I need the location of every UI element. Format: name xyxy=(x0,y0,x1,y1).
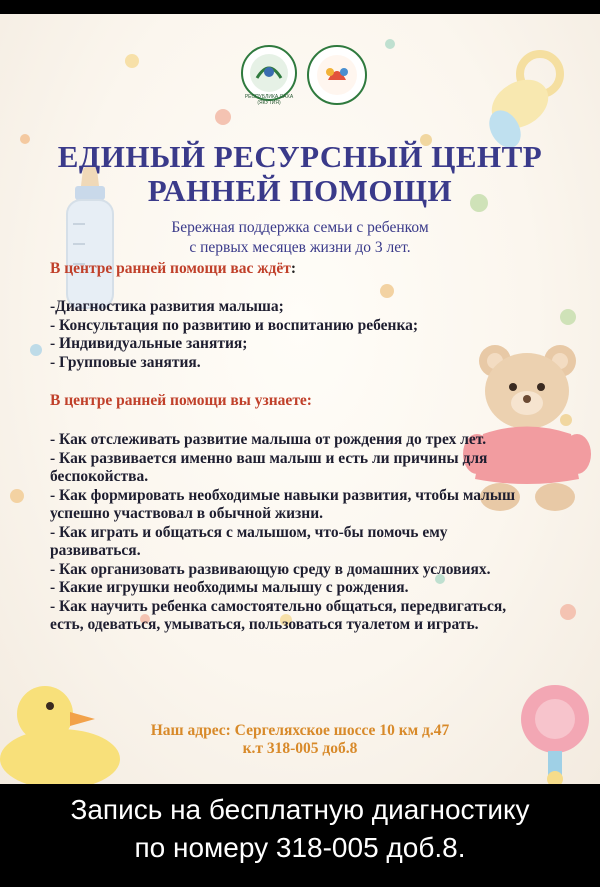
list-item: - Какие игрушки необходимы малышу с рождения. xyxy=(50,579,409,596)
list-item: - Как отслеживать развитие малыша от рождения до трех лет. xyxy=(50,431,487,448)
list-item: - Как формировать необходимые навыки развития, чтобы малыш успешно участвовал в обычной жизни. xyxy=(50,486,516,522)
decor-dot xyxy=(30,344,42,356)
poster-image xyxy=(0,14,600,784)
section1-heading xyxy=(50,260,296,278)
poster-subtitle-line2: с первых месяцев жизни до 3 лет. xyxy=(189,239,411,256)
logo-caption: РЕСПУБЛИКА САХА (ЯКУТИЯ) xyxy=(244,94,294,106)
list-item: - Консультация по развитию и воспитанию ребенка; xyxy=(50,316,419,334)
list-item: - Индивидуальные занятия; xyxy=(50,335,248,352)
decor-dot xyxy=(560,604,576,620)
address-line1: Наш адрес: Сергеляхское шоссе 10 км д.47 xyxy=(150,722,450,739)
section1-heading-text: В центре ранней помощи вас ждёт xyxy=(50,260,291,277)
decor-dot xyxy=(385,39,395,49)
poster-title-line1: ЕДИНЫЙ РЕСУРСНЫЙ ЦЕНТР xyxy=(57,139,543,174)
list-item: - Как организовать развивающую среду в домашних условиях. xyxy=(50,560,491,578)
poster-subtitle-line1: Бережная поддержка семьи с ребенком xyxy=(171,219,429,236)
decor-dot xyxy=(380,284,394,298)
list-item: - Групповые занятия. xyxy=(50,353,201,371)
list-item: - Как развивается именно ваш малыш и есть ли причины для беспокойства. xyxy=(50,449,488,485)
decor-dot xyxy=(125,54,139,68)
decor-dot xyxy=(215,109,231,125)
address-line2: к.т 318-005 доб.8 xyxy=(242,740,358,757)
list-item: - Как играть и общаться с малышом, что-бы помочь ему развиваться. xyxy=(50,523,448,559)
section2-heading: В центре ранней помощи вы узнаете: xyxy=(50,392,312,409)
top-bar xyxy=(0,0,600,14)
decor-dot xyxy=(10,489,24,503)
caption-line2: по номеру 318-005 доб.8. xyxy=(134,832,466,863)
topics-list xyxy=(50,431,525,635)
list-item: - Как научить ребенка самостоятельно общаться, передвигаться, есть, одеваться, умываться, пользоваться туалетом и играть. xyxy=(50,597,507,633)
services-list xyxy=(50,298,525,372)
decor-dot xyxy=(560,309,576,325)
rehab-center-logo xyxy=(306,44,368,106)
caption-bar xyxy=(0,784,600,887)
list-item: -Диагностика развития малыша; xyxy=(50,298,284,315)
pacifier-icon xyxy=(470,44,580,154)
section1-heading-colon: : xyxy=(290,260,297,277)
caption-line1: Запись на бесплатную диагностику xyxy=(70,794,530,825)
poster-title-line2: РАННЕЙ ПОМОЩИ xyxy=(147,173,453,208)
